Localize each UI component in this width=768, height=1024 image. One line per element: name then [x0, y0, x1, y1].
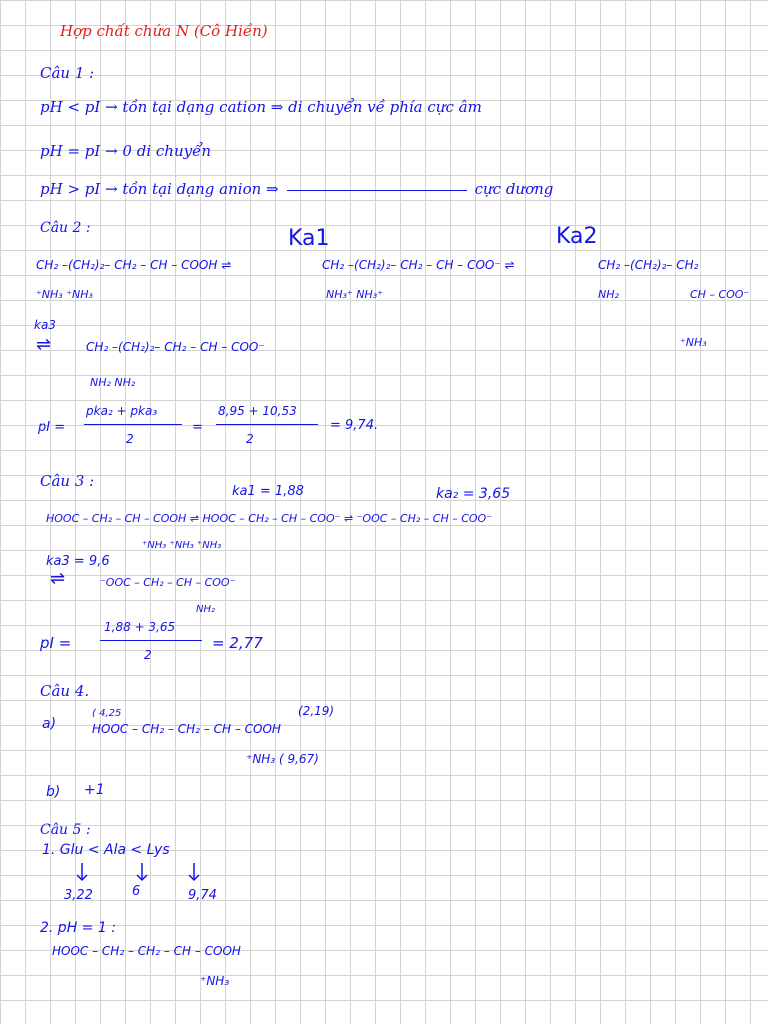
q1-line-3: [40, 180, 553, 198]
q4-pka-left: ( 4,25: [92, 708, 122, 719]
q2-pi-result: = 9,74.: [330, 418, 379, 433]
q3-pi-label: pI =: [40, 634, 72, 652]
q5-part-2-sub: ⁺NH₃: [200, 974, 230, 988]
q2-pi-label: pI =: [38, 420, 66, 435]
q5-pi-ala: 6: [132, 884, 141, 899]
q2-species-3-branch-sub: ⁺NH₃: [680, 336, 707, 349]
q4-part-a-label: a): [42, 716, 57, 732]
q3-pi-fraction-bar: [100, 640, 202, 641]
q2-pi-numerator-2: 8,95 + 10,53: [218, 404, 297, 418]
q2-pi-fraction-bar: [84, 424, 182, 425]
q4-part-a-structure: HOOC – CH₂ – CH₂ – CH – COOH: [92, 722, 281, 736]
q2-species-3-branch: CH – COO⁻: [690, 288, 750, 301]
ka1-label: Ka1: [288, 226, 330, 251]
q3-equilibrium-arrow: ⇌: [50, 568, 66, 589]
q5-part-1: 1. Glu < Ala < Lys: [42, 842, 170, 858]
q5-down-arrows: [60, 860, 220, 886]
q2-pi-equals: =: [192, 420, 203, 435]
q5-part-2: 2. pH = 1 :: [40, 920, 116, 936]
q5-part-2-structure: HOOC – CH₂ – CH₂ – CH – COOH: [52, 944, 241, 958]
q2-pi-numerator: pka₂ + pka₃: [86, 404, 158, 418]
q3-ka3: ka3 = 9,6: [46, 554, 110, 569]
q2-species-2-sub: NH₃⁺ NH₃⁺: [326, 288, 383, 301]
answer-blank: [287, 190, 467, 191]
q2-species-3-sub: NH₂: [598, 288, 619, 301]
q4-part-b-label: b): [46, 784, 61, 800]
q1-line-2: pH = pI → 0 di chuyển: [40, 142, 211, 160]
question-1-heading: Câu 1 :: [40, 64, 95, 82]
q5-pi-lys: 9,74: [188, 888, 217, 903]
ka2-label: Ka2: [556, 224, 598, 249]
q2-species-1-sub: ⁺NH₃ ⁺NH₃: [36, 288, 93, 301]
q4-part-a-sub: ⁺NH₃ ( 9,67): [246, 752, 319, 766]
question-3-heading: Câu 3 :: [40, 472, 95, 490]
question-4-heading: Câu 4.: [40, 682, 90, 700]
q2-species-1: CH₂ –(CH₂)₂– CH₂ – CH – COOH ⇌: [36, 258, 232, 272]
q2-pi-denominator: 2: [126, 432, 134, 446]
q2-species-4: CH₂ –(CH₂)₂– CH₂ – CH – COO⁻: [86, 340, 265, 354]
q2-equilibrium-arrow: ⇌: [36, 334, 52, 355]
q3-ka1: ka1 = 1,88: [232, 484, 304, 499]
ka3-label: ka3: [34, 318, 56, 332]
q1-line-3-end: cực dương: [474, 180, 554, 198]
q2-pi-fraction-bar-2: [216, 424, 318, 425]
q3-pi-numerator: 1,88 + 3,65: [104, 620, 176, 634]
page-title: Hợp chất chứa N (Cô Hiền): [60, 22, 268, 40]
q3-pi-denominator: 2: [144, 648, 152, 662]
q1-line-1: pH < pI → tồn tại dạng cation ⇒ di chuyển về phía cực âm: [40, 98, 482, 116]
q3-species-4-sub: NH₂: [196, 604, 216, 615]
q4-part-b-value: +1: [84, 782, 105, 798]
q3-species-row-sub: ⁺NH₃ ⁺NH₃ ⁺NH₃: [142, 540, 222, 551]
question-5-heading: Câu 5 :: [40, 822, 91, 838]
q3-ka2: ka₂ = 3,65: [436, 486, 511, 502]
q2-pi-denominator-2: 2: [246, 432, 254, 446]
q2-species-4-sub: NH₂ NH₂: [90, 376, 136, 389]
q2-species-2: CH₂ –(CH₂)₂– CH₂ – CH – COO⁻ ⇌: [322, 258, 515, 272]
question-2-heading: Câu 2 :: [40, 220, 91, 236]
q4-pka-right: (2,19): [298, 704, 335, 718]
q5-pi-glu: 3,22: [64, 888, 93, 903]
q2-species-3: CH₂ –(CH₂)₂– CH₂: [598, 258, 699, 272]
q1-line-3-text: pH > pI → tồn tại dạng anion ⇒: [40, 180, 279, 198]
q3-pi-result: = 2,77: [212, 634, 263, 652]
q3-species-4: ⁻OOC – CH₂ – CH – COO⁻: [100, 576, 236, 589]
q3-species-row: HOOC – CH₂ – CH – COOH ⇌ HOOC – CH₂ – CH – COO⁻ ⇌ ⁻OOC – CH₂ – CH – COO⁻: [46, 512, 493, 525]
